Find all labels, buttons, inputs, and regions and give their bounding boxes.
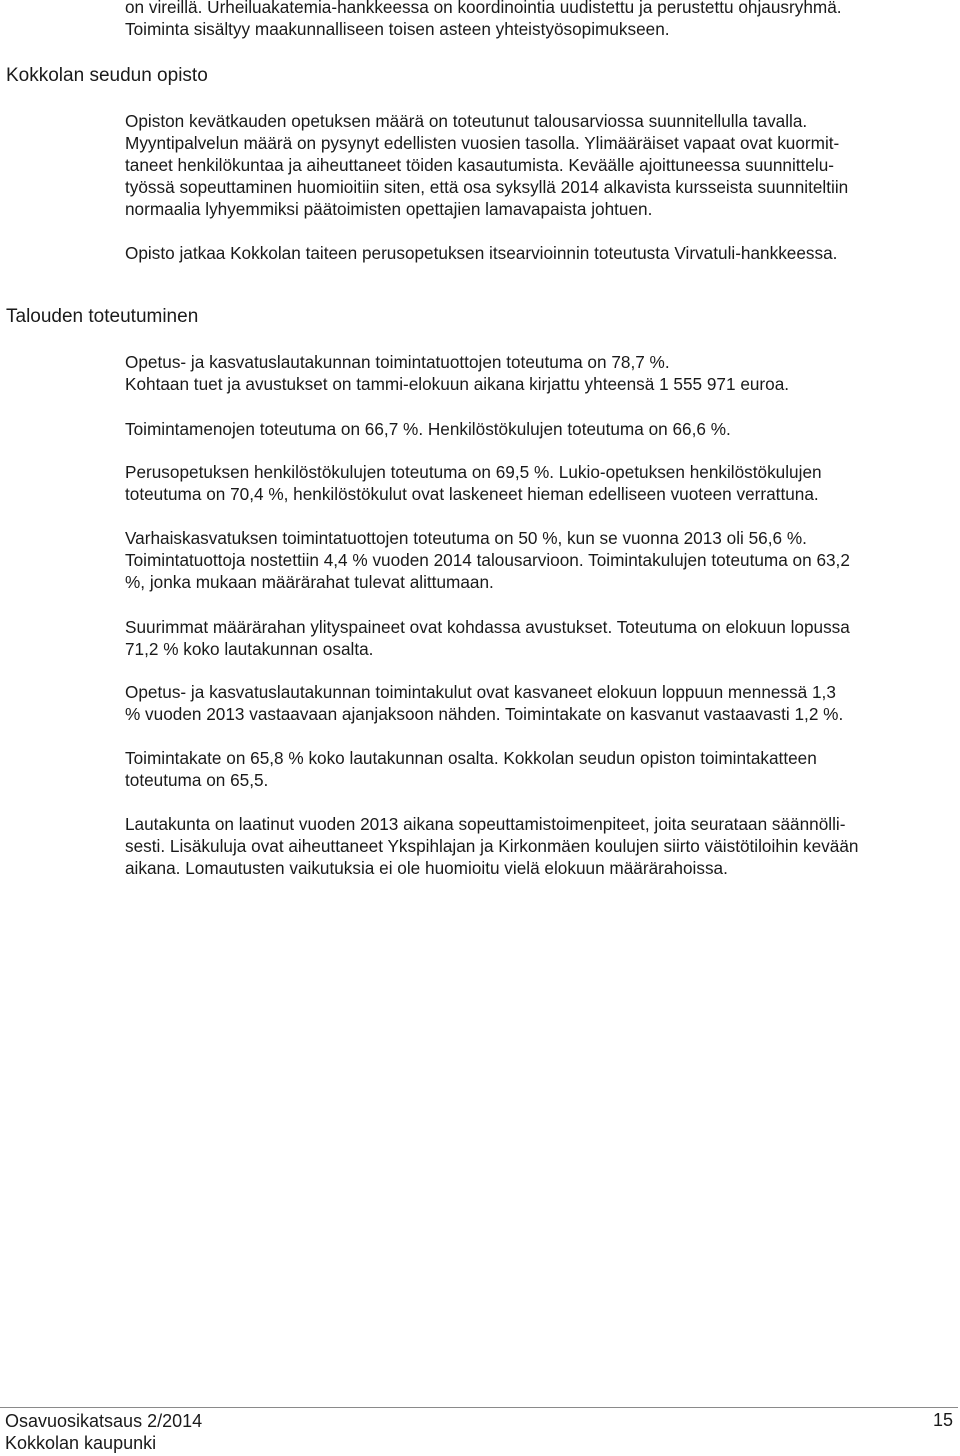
paragraph-line: Varhaiskasvatuksen toimintatuottojen toteutuma on 50 %, kun se vuonna 2013 oli 56,6 %. [125,528,807,548]
paragraph-line: sesti. Lisäkuluja ovat aiheuttaneet Ykspihlajan ja Kirkonmäen koulujen siirto väistötiloihin kevään [125,836,859,856]
intro-line: Toiminta sisältyy maakunnalliseen toisen asteen yhteistyösopimukseen. [125,19,670,39]
footer-publication: Osavuosikatsaus 2/2014 [5,1411,203,1431]
paragraph-line: taneet henkilökuntaa ja aiheuttaneet töiden kasautumista. Keväälle ajoittuneessa suunnittelu- [125,155,834,175]
footer-organization: Kokkolan kaupunki [5,1433,157,1453]
paragraph-line: Opetus- ja kasvatuslautakunnan toimintakulut ovat kasvaneet elokuun loppuun mennessä 1,3 [125,682,836,702]
paragraph-line: %, jonka mukaan määrärahat tulevat alittumaan. [125,572,494,592]
section-heading-opisto: Kokkolan seudun opisto [6,65,208,86]
paragraph-line: % vuoden 2013 vastaavaan ajanjaksoon nähden. Toimintakate on kasvanut vastaavasti 1,2 %. [125,704,844,724]
paragraph-line: Perusopetuksen henkilöstökulujen toteutuma on 69,5 %. Lukio-opetuksen henkilöstökulujen [125,462,822,482]
paragraph-line: Myyntipalvelun määrä on pysynyt edellisten vuosien tasolla. Ylimääräiset vapaat ovat kuormit- [125,133,840,153]
paragraph-line: normaalia lyhyemmiksi päätoimisten opettajien lamavapaista johtuen. [125,199,653,219]
paragraph-line: toteutuma on 70,4 %, henkilöstökulut ovat laskeneet hieman edelliseen vuoteen verrattuna. [125,484,819,504]
paragraph-line: Toimintatuottoja nostettiin 4,4 % vuoden 2014 talousarvioon. Toimintakulujen toteutuma on 63,2 [125,550,850,570]
paragraph-line: toteutuma on 65,5. [125,770,269,790]
paragraph-line: Lautakunta on laatinut vuoden 2013 aikana sopeuttamistoimenpiteet, joita seurataan säännölli- [125,814,846,834]
paragraph-line: Opetus- ja kasvatuslautakunnan toimintatuottojen toteutuma on 78,7 %. [125,352,670,372]
paragraph-line: aikana. Lomautusten vaikutuksia ei ole huomioitu vielä elokuun määrärahoissa. [125,858,728,878]
paragraph-line: Opiston kevätkauden opetuksen määrä on toteutunut talousarviossa suunnitellulla tavalla. [125,111,808,131]
intro-line: on vireillä. Urheiluakatemia-hankkeessa on koordinointia uudistettu ja perustettu ohjausryhmä. [125,0,842,17]
paragraph-line: Opisto jatkaa Kokkolan taiteen perusopetuksen itsearvioinnin toteutusta Virvatuli-hankkeessa. [125,243,838,263]
paragraph-line: Suurimmat määrärahan ylityspaineet ovat kohdassa avustukset. Toteutuma on elokuun lopussa [125,617,850,637]
paragraph-line: työssä sopeuttaminen huomioitiin siten, että osa syksyllä 2014 alkavista kursseista suunniteltiin [125,177,849,197]
footer-divider [0,1407,958,1408]
paragraph-line: Toimintamenojen toteutuma on 66,7 %. Henkilöstökulujen toteutuma on 66,6 %. [125,419,731,439]
page-number: 15 [932,1410,953,1430]
paragraph-line: Kohtaan tuet ja avustukset on tammi-elokuun aikana kirjattu yhteensä 1 555 971 euroa. [125,374,790,394]
section-heading-talous: Talouden toteutuminen [6,306,199,327]
paragraph-line: 71,2 % koko lautakunnan osalta. [125,639,374,659]
paragraph-line: Toimintakate on 65,8 % koko lautakunnan osalta. Kokkolan seudun opiston toimintakatteen [125,748,817,768]
